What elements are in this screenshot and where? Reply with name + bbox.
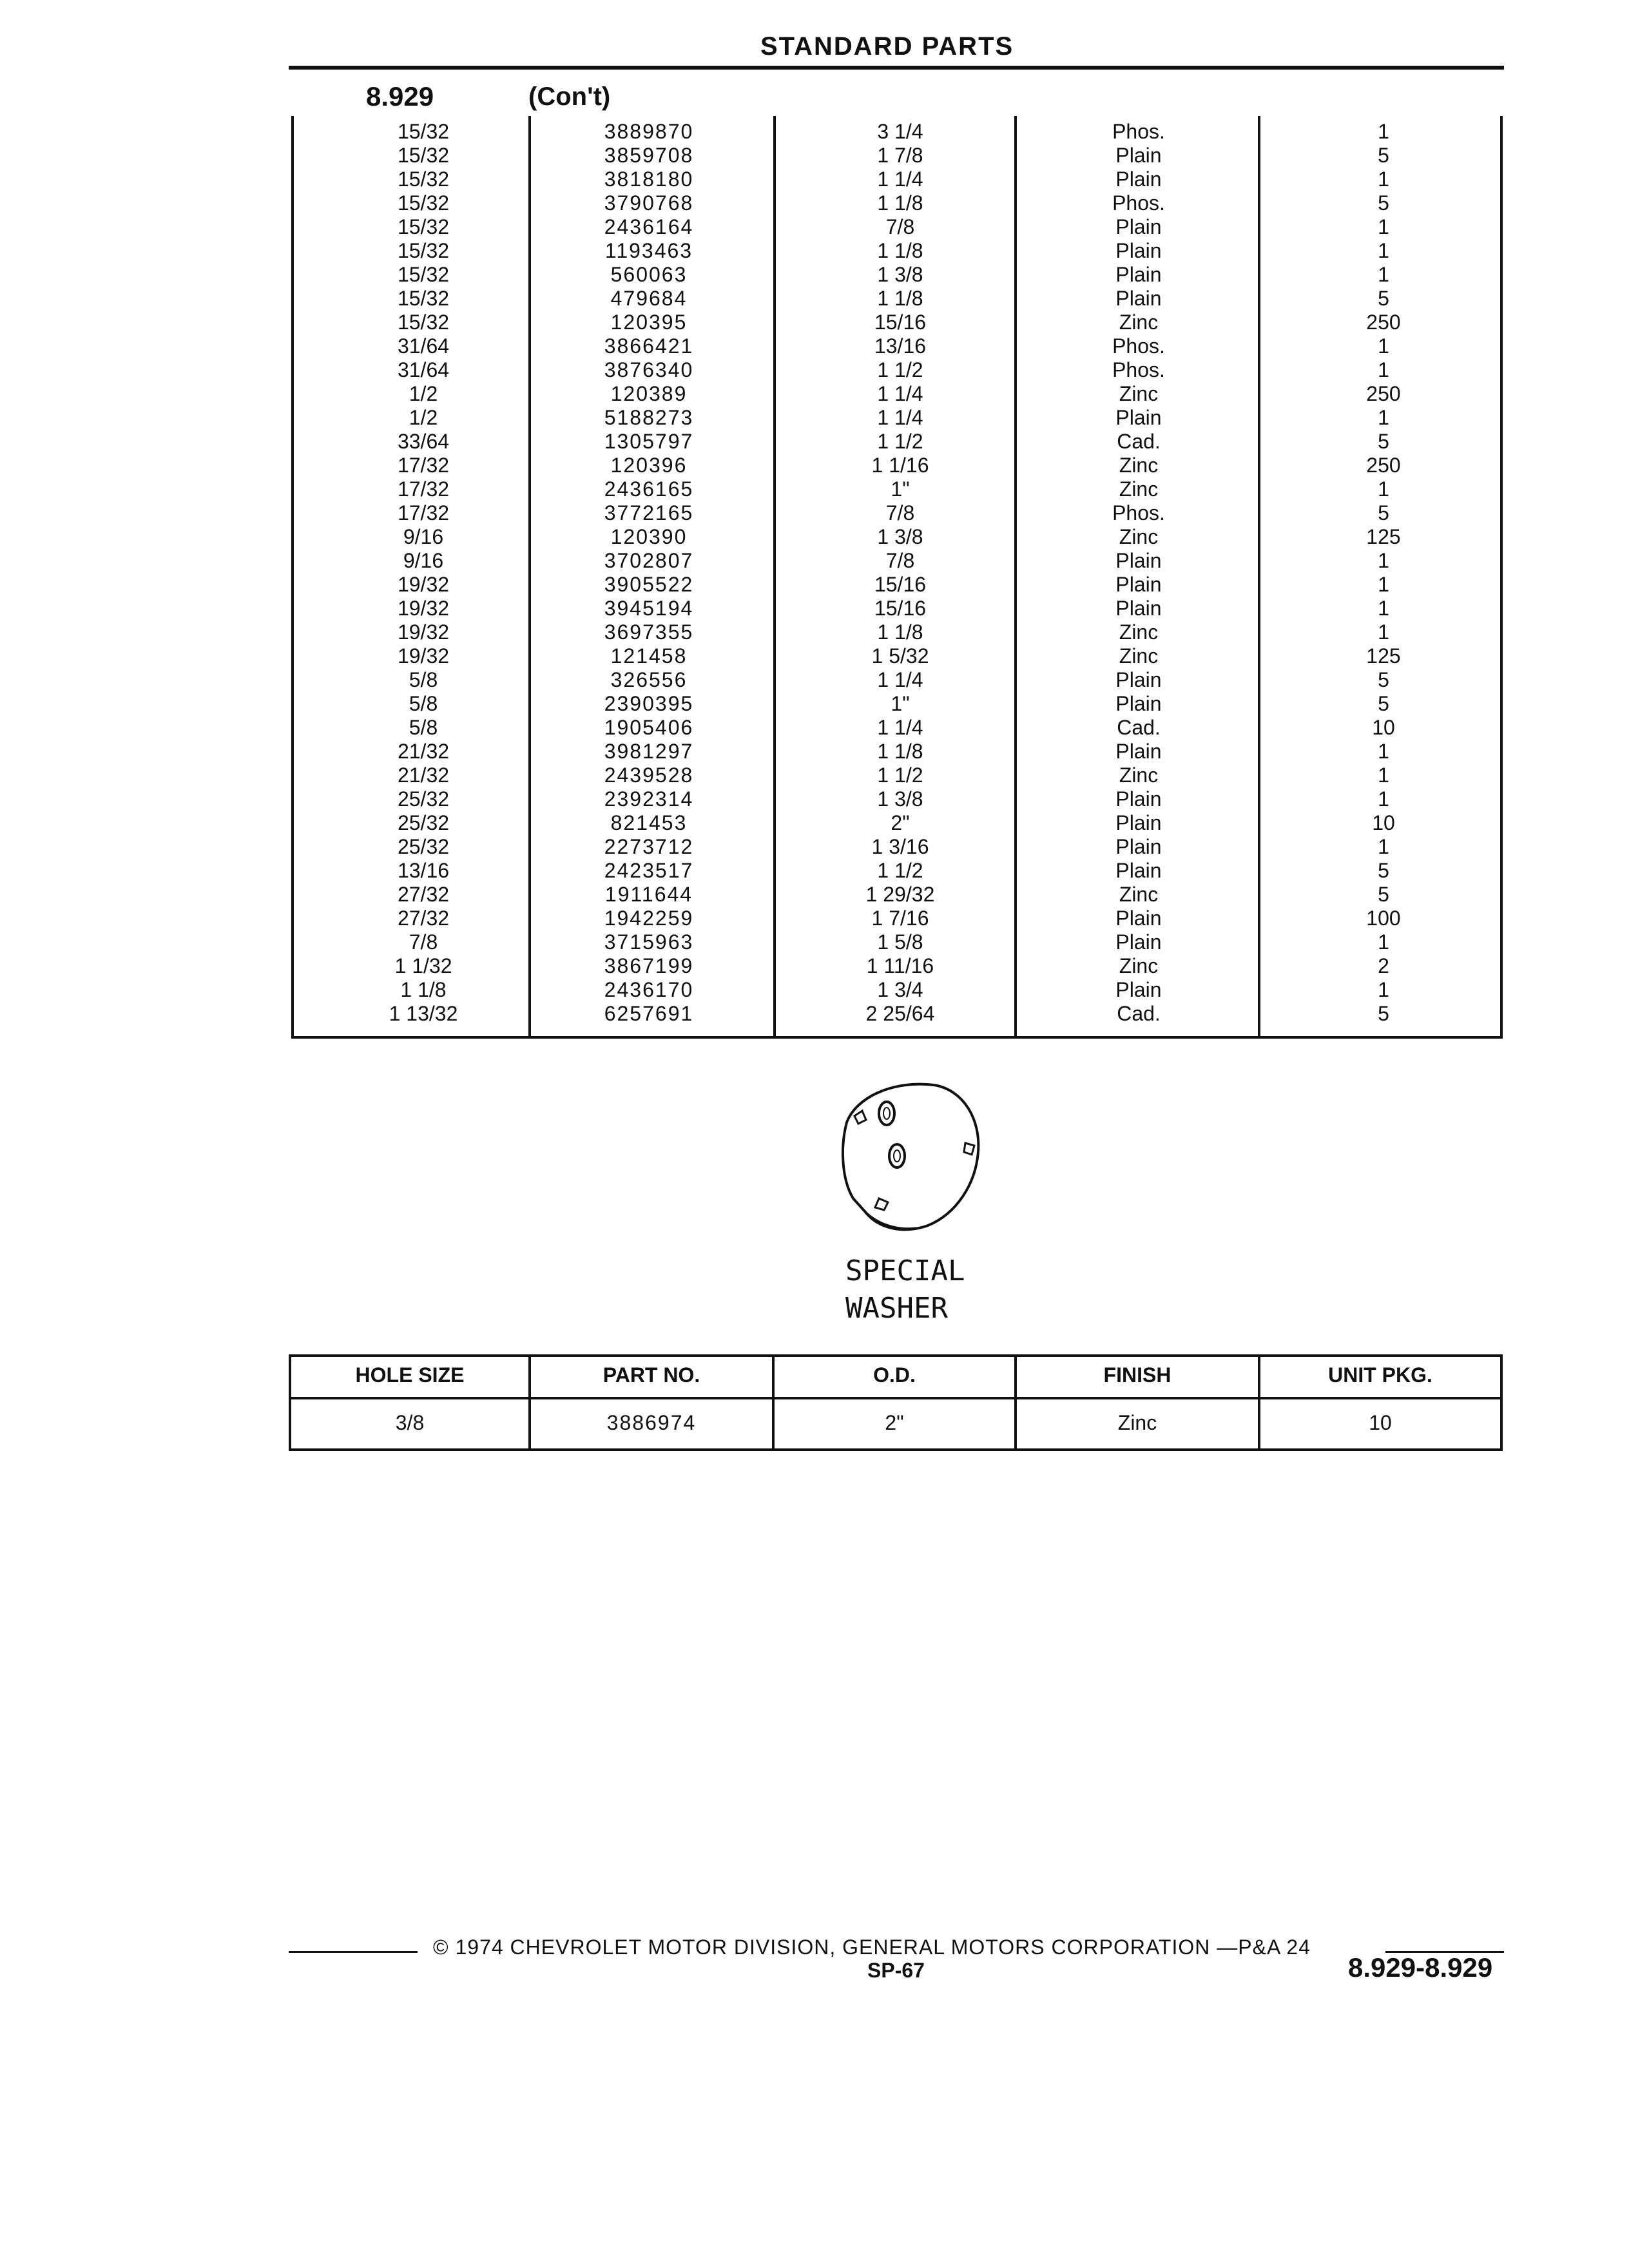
table-row xyxy=(291,692,1503,716)
cell-hole-size: 25/32 xyxy=(397,835,450,858)
table-row xyxy=(291,311,1503,334)
cell-unit-pkg: 1 xyxy=(1378,549,1389,572)
cell-unit-pkg: 1 xyxy=(1378,215,1389,238)
table-row xyxy=(291,764,1503,787)
cell-unit-pkg: 125 xyxy=(1366,644,1401,668)
cell-finish: Cad. xyxy=(1117,716,1161,739)
cell-finish: Plain xyxy=(1115,406,1162,429)
cell-unit-pkg: 5 xyxy=(1378,501,1389,524)
cell-od: 1 7/16 xyxy=(871,907,929,930)
cell-od: 3 1/4 xyxy=(877,120,923,143)
cell-finish: Plain xyxy=(1115,263,1162,286)
cell-hole-size: 21/32 xyxy=(397,740,450,763)
cell-part-no: 120390 xyxy=(610,525,688,548)
cell-hole-size: 19/32 xyxy=(397,597,450,620)
cell-unit-pkg: 1 xyxy=(1378,239,1389,262)
cell-od: 1 1/8 xyxy=(877,239,923,262)
caption-line: WASHER xyxy=(845,1292,948,1325)
section-continued: (Con't) xyxy=(528,82,611,111)
table-row xyxy=(291,740,1503,764)
cell-od: 13/16 xyxy=(874,334,927,358)
cell-finish: Plain xyxy=(1115,907,1162,930)
cell-hole-size: 19/32 xyxy=(397,620,450,644)
cell-hole-size: 1/2 xyxy=(409,382,438,405)
cell-od: 1 1/2 xyxy=(877,358,923,381)
table-row xyxy=(291,907,1503,930)
cell-od: 1 1/4 xyxy=(877,406,923,429)
cell-unit-pkg: 5 xyxy=(1378,859,1389,882)
table-row xyxy=(291,835,1503,859)
cell-finish: Phos. xyxy=(1112,120,1165,143)
page-header-title: STANDARD PARTS xyxy=(760,32,1014,61)
cell-od: 1 1/4 xyxy=(877,382,923,405)
cell-part-no: 2436165 xyxy=(604,477,694,501)
cell-unit-pkg: 2 xyxy=(1378,954,1389,977)
cell-finish: Phos. xyxy=(1112,358,1165,381)
cell-unit-pkg: 1 xyxy=(1378,930,1389,954)
cell-hole-size: 15/32 xyxy=(397,239,450,262)
cell-finish: Zinc xyxy=(1117,1411,1157,1434)
cell-unit-pkg: 1 xyxy=(1378,168,1389,191)
cell-od: 15/16 xyxy=(874,573,927,596)
cell-part-no: 3905522 xyxy=(604,573,694,596)
cell-od: 1 3/8 xyxy=(877,787,923,811)
table-row xyxy=(291,716,1503,740)
cell-od: 1 5/8 xyxy=(877,930,923,954)
cell-finish: Zinc xyxy=(1119,454,1159,477)
cell-finish: Plain xyxy=(1115,835,1162,858)
table-header-rule xyxy=(291,1397,1500,1399)
cell-hole-size: 25/32 xyxy=(397,787,450,811)
cell-hole-size: 27/32 xyxy=(397,883,450,906)
cell-finish: Plain xyxy=(1115,668,1162,691)
cell-hole-size: 13/16 xyxy=(397,859,450,882)
cell-unit-pkg: 10 xyxy=(1369,1411,1392,1434)
cell-part-no: 120395 xyxy=(610,311,688,334)
cell-unit-pkg: 5 xyxy=(1378,668,1389,691)
cell-finish: Zinc xyxy=(1119,525,1159,548)
cell-part-no: 2439528 xyxy=(604,764,694,787)
cell-part-no: 1305797 xyxy=(604,430,694,453)
cell-od: 7/8 xyxy=(885,549,915,572)
special-washer-illustration xyxy=(838,1076,986,1237)
table-row xyxy=(291,120,1503,144)
cell-finish: Plain xyxy=(1115,168,1162,191)
cell-hole-size: 25/32 xyxy=(397,811,450,834)
table-row xyxy=(291,859,1503,883)
cell-hole-size: 31/64 xyxy=(397,334,450,358)
cell-finish: Zinc xyxy=(1119,644,1159,668)
cell-od: 1" xyxy=(891,477,910,501)
footer-section-range: 8.929-8.929 xyxy=(1348,1952,1493,1983)
cell-hole-size: 1 13/32 xyxy=(389,1002,458,1025)
cell-unit-pkg: 5 xyxy=(1378,692,1389,715)
cell-part-no: 3715963 xyxy=(604,930,694,954)
special-washer-caption xyxy=(845,1253,965,1327)
cell-unit-pkg: 250 xyxy=(1366,311,1401,334)
cell-unit-pkg: 5 xyxy=(1378,191,1389,215)
cell-unit-pkg: 5 xyxy=(1378,430,1389,453)
cell-part-no: 1193463 xyxy=(604,239,693,262)
cell-part-no: 3866421 xyxy=(604,334,694,358)
cell-unit-pkg: 1 xyxy=(1378,978,1389,1001)
table-row xyxy=(291,501,1503,525)
cell-part-no: 3790768 xyxy=(604,191,694,215)
table-row xyxy=(291,573,1503,597)
cell-part-no: 2436170 xyxy=(604,978,694,1001)
cell-unit-pkg: 1 xyxy=(1378,120,1389,143)
cell-part-no: 120389 xyxy=(610,382,688,405)
cell-hole-size: 15/32 xyxy=(397,263,450,286)
cell-od: 1 3/8 xyxy=(877,525,923,548)
cell-part-no: 6257691 xyxy=(604,1002,694,1025)
cell-hole-size: 19/32 xyxy=(397,644,450,668)
cell-od: 1 7/8 xyxy=(877,144,923,167)
cell-od: 1 3/8 xyxy=(877,263,923,286)
cell-unit-pkg: 10 xyxy=(1372,811,1395,834)
cell-finish: Plain xyxy=(1115,692,1162,715)
cell-unit-pkg: 250 xyxy=(1366,454,1401,477)
table-row xyxy=(291,954,1503,978)
parts-table xyxy=(291,116,1503,1039)
cell-unit-pkg: 1 xyxy=(1378,573,1389,596)
table-row xyxy=(291,883,1503,907)
cell-part-no: 3867199 xyxy=(604,954,694,977)
cell-finish: Plain xyxy=(1115,811,1162,834)
cell-part-no: 1905406 xyxy=(604,716,694,739)
header-part-no: PART NO. xyxy=(602,1363,700,1387)
cell-finish: Plain xyxy=(1115,215,1162,238)
table-row xyxy=(291,430,1503,454)
cell-part-no: 3697355 xyxy=(604,620,694,644)
cell-finish: Plain xyxy=(1115,287,1162,310)
header-unit-pkg: UNIT PKG. xyxy=(1328,1363,1432,1387)
cell-part-no: 479684 xyxy=(610,287,688,310)
cell-hole-size: 15/32 xyxy=(397,168,450,191)
cell-od: 1 1/4 xyxy=(877,716,923,739)
table-row xyxy=(291,549,1503,573)
cell-part-no: 560063 xyxy=(610,263,688,286)
cell-od: 1 3/4 xyxy=(877,978,923,1001)
table-row xyxy=(291,144,1503,168)
footer-page-code: SP-67 xyxy=(867,1959,925,1982)
cell-finish: Zinc xyxy=(1119,311,1159,334)
cell-part-no: 2392314 xyxy=(604,787,694,811)
cell-hole-size: 15/32 xyxy=(397,191,450,215)
cell-part-no: 3818180 xyxy=(604,168,694,191)
table-row xyxy=(291,597,1503,620)
cell-od: 1 1/8 xyxy=(877,287,923,310)
cell-part-no: 326556 xyxy=(610,668,688,691)
cell-part-no: 2273712 xyxy=(604,835,694,858)
table-row xyxy=(291,1002,1503,1026)
cell-od: 1 3/16 xyxy=(871,835,929,858)
cell-finish: Plain xyxy=(1115,740,1162,763)
cell-hole-size: 33/64 xyxy=(397,430,450,453)
cell-part-no: 3859708 xyxy=(604,144,694,167)
cell-od: 15/16 xyxy=(874,597,927,620)
cell-hole-size: 1 1/8 xyxy=(400,978,447,1001)
cell-hole-size: 17/32 xyxy=(397,501,450,524)
table-row xyxy=(291,525,1503,549)
cell-part-no: 3876340 xyxy=(604,358,694,381)
cell-unit-pkg: 1 xyxy=(1378,835,1389,858)
cell-unit-pkg: 1 xyxy=(1378,787,1389,811)
table-rows xyxy=(291,120,1503,1026)
cell-hole-size: 17/32 xyxy=(397,454,450,477)
cell-part-no: 3945194 xyxy=(604,597,694,620)
cell-od: 2" xyxy=(891,811,910,834)
table-row xyxy=(291,239,1503,263)
cell-unit-pkg: 5 xyxy=(1378,144,1389,167)
cell-hole-size: 1/2 xyxy=(409,406,438,429)
table-row xyxy=(291,787,1503,811)
cell-od: 1 1/2 xyxy=(877,764,923,787)
cell-finish: Zinc xyxy=(1119,620,1159,644)
table-row xyxy=(291,287,1503,311)
cell-part-no: 3702807 xyxy=(604,549,694,572)
cell-finish: Plain xyxy=(1115,859,1162,882)
cell-od: 2" xyxy=(885,1411,904,1434)
cell-unit-pkg: 1 xyxy=(1378,597,1389,620)
header-hole-size: HOLE SIZE xyxy=(355,1363,465,1387)
table-row xyxy=(291,978,1503,1002)
cell-hole-size: 5/8 xyxy=(409,668,438,691)
cell-od: 7/8 xyxy=(885,501,915,524)
cell-unit-pkg: 1 xyxy=(1378,263,1389,286)
cell-unit-pkg: 125 xyxy=(1366,525,1401,548)
cell-part-no: 3772165 xyxy=(604,501,694,524)
cell-hole-size: 17/32 xyxy=(397,477,450,501)
cell-unit-pkg: 1 xyxy=(1378,406,1389,429)
cell-unit-pkg: 5 xyxy=(1378,883,1389,906)
cell-hole-size: 5/8 xyxy=(409,692,438,715)
cell-hole-size: 15/32 xyxy=(397,311,450,334)
section-number: 8.929 xyxy=(366,81,434,111)
header-od: O.D. xyxy=(873,1363,916,1387)
cell-finish: Plain xyxy=(1115,573,1162,596)
cell-od: 1 1/8 xyxy=(877,620,923,644)
cell-hole-size: 15/32 xyxy=(397,120,450,143)
cell-finish: Zinc xyxy=(1119,477,1159,501)
cell-unit-pkg: 250 xyxy=(1366,382,1401,405)
table-bottom-rule xyxy=(291,1036,1503,1039)
cell-unit-pkg: 1 xyxy=(1378,477,1389,501)
cell-hole-size: 15/32 xyxy=(397,144,450,167)
cell-finish: Plain xyxy=(1115,930,1162,954)
table-row xyxy=(291,334,1503,358)
cell-od: 1 1/2 xyxy=(877,859,923,882)
cell-unit-pkg: 5 xyxy=(1378,287,1389,310)
table-row xyxy=(291,668,1503,692)
cell-finish: Phos. xyxy=(1112,334,1165,358)
cell-finish: Plain xyxy=(1115,239,1162,262)
cell-finish: Cad. xyxy=(1117,1002,1161,1025)
cell-part-no: 2390395 xyxy=(604,692,694,715)
cell-finish: Phos. xyxy=(1112,191,1165,215)
cell-finish: Zinc xyxy=(1119,954,1159,977)
table-row xyxy=(291,620,1503,644)
cell-od: 1 5/32 xyxy=(871,644,929,668)
table-row xyxy=(291,406,1503,430)
cell-hole-size: 7/8 xyxy=(409,930,438,954)
footer-rule-left xyxy=(289,1951,418,1953)
cell-hole-size: 9/16 xyxy=(403,525,444,548)
cell-od: 1 29/32 xyxy=(865,883,935,906)
header-rule xyxy=(289,66,1504,70)
cell-od: 1 1/8 xyxy=(877,191,923,215)
table-row xyxy=(291,263,1503,287)
cell-part-no: 2423517 xyxy=(604,859,694,882)
cell-finish: Plain xyxy=(1115,549,1162,572)
cell-od: 1 1/2 xyxy=(877,430,923,453)
cell-part-no: 5188273 xyxy=(604,406,694,429)
footer-copyright: © 1974 CHEVROLET MOTOR DIVISION, GENERAL MOTORS CORPORATION —P&A 24 xyxy=(433,1936,1311,1959)
cell-od: 1" xyxy=(891,692,910,715)
cell-finish: Phos. xyxy=(1112,501,1165,524)
table-row xyxy=(291,454,1503,477)
cell-hole-size: 15/32 xyxy=(397,215,450,238)
cell-hole-size: 27/32 xyxy=(397,907,450,930)
cell-unit-pkg: 1 xyxy=(1378,740,1389,763)
cell-hole-size: 15/32 xyxy=(397,287,450,310)
cell-unit-pkg: 1 xyxy=(1378,358,1389,381)
cell-od: 15/16 xyxy=(874,311,927,334)
cell-unit-pkg: 10 xyxy=(1372,716,1395,739)
cell-od: 1 11/16 xyxy=(866,954,934,977)
cell-hole-size: 1 1/32 xyxy=(394,954,452,977)
cell-hole-size: 9/16 xyxy=(403,549,444,572)
table-row xyxy=(291,644,1503,668)
cell-unit-pkg: 1 xyxy=(1378,334,1389,358)
cell-hole-size: 31/64 xyxy=(397,358,450,381)
cell-unit-pkg: 1 xyxy=(1378,620,1389,644)
cell-part-no: 121458 xyxy=(610,644,688,668)
cell-finish: Plain xyxy=(1115,144,1162,167)
caption-line: SPECIAL xyxy=(845,1254,965,1287)
cell-od: 1 1/8 xyxy=(877,740,923,763)
cell-part-no: 1942259 xyxy=(604,907,694,930)
cell-unit-pkg: 1 xyxy=(1378,764,1389,787)
cell-finish: Plain xyxy=(1115,787,1162,811)
table-row xyxy=(291,477,1503,501)
cell-od: 2 25/64 xyxy=(865,1002,935,1025)
cell-od: 1 1/16 xyxy=(871,454,929,477)
special-washer-table xyxy=(289,1354,1503,1451)
table-row xyxy=(291,215,1503,239)
table-row xyxy=(291,358,1503,382)
table-row xyxy=(291,811,1503,835)
table-row xyxy=(291,168,1503,191)
cell-part-no: 3981297 xyxy=(604,740,694,763)
cell-od: 1 1/4 xyxy=(877,668,923,691)
cell-part-no: 1911644 xyxy=(604,883,693,906)
cell-part-no: 3886974 xyxy=(606,1411,697,1434)
cell-finish: Plain xyxy=(1115,978,1162,1001)
cell-finish: Plain xyxy=(1115,597,1162,620)
cell-finish: Zinc xyxy=(1119,764,1159,787)
header-finish: FINISH xyxy=(1103,1363,1171,1387)
cell-finish: Zinc xyxy=(1119,382,1159,405)
cell-part-no: 821453 xyxy=(610,811,688,834)
cell-hole-size: 21/32 xyxy=(397,764,450,787)
cell-part-no: 120396 xyxy=(610,454,688,477)
cell-od: 1 1/4 xyxy=(877,168,923,191)
cell-unit-pkg: 5 xyxy=(1378,1002,1389,1025)
cell-hole-size: 19/32 xyxy=(397,573,450,596)
table-row xyxy=(291,382,1503,406)
table-row xyxy=(291,191,1503,215)
cell-part-no: 2436164 xyxy=(604,215,694,238)
cell-hole-size: 5/8 xyxy=(409,716,438,739)
cell-od: 7/8 xyxy=(885,215,915,238)
cell-finish: Zinc xyxy=(1119,883,1159,906)
table-row xyxy=(291,930,1503,954)
cell-unit-pkg: 100 xyxy=(1366,907,1401,930)
cell-part-no: 3889870 xyxy=(604,120,694,143)
cell-hole-size: 3/8 xyxy=(395,1411,425,1434)
cell-finish: Cad. xyxy=(1117,430,1161,453)
